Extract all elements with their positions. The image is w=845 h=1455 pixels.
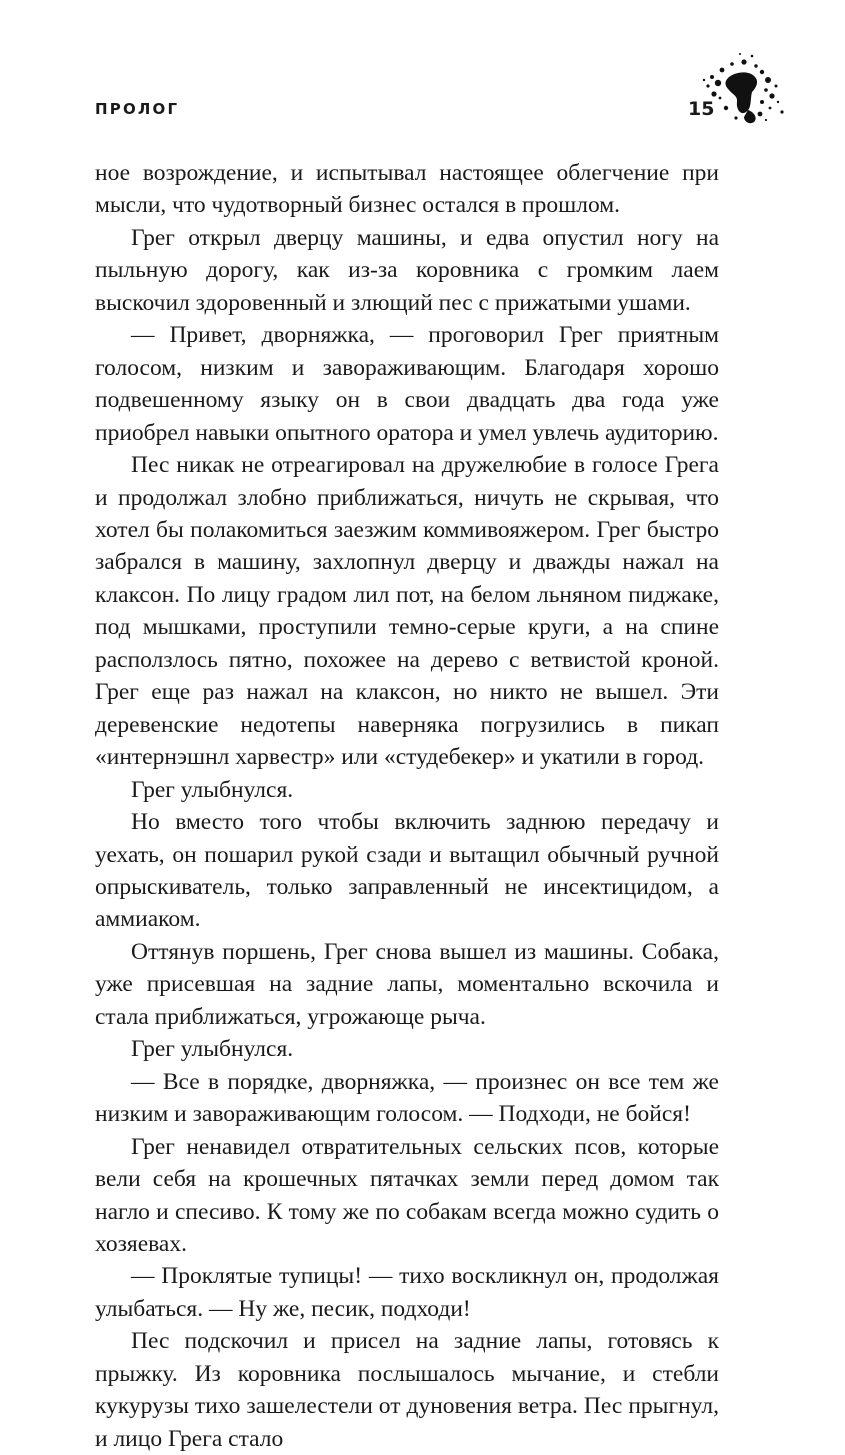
chapter-title: ПРОЛОГ: [95, 100, 180, 118]
body-text: [95, 157, 719, 1455]
paragraph: Грег улыбнулся.: [131, 776, 294, 803]
paragraph: Оттянув поршень, Грег снова вышел из машины. Собака, уже присевшая на задние лапы, моментально вскочила и стала приближаться, угрожающе рыча.: [95, 938, 719, 1030]
paragraph: Но вместо того чтобы включить заднюю передачу и уехать, он пошарил рукой сзади и вытащил обычный ручной опрыскиватель, только заправленный не инсектицидом, а аммиаком.: [95, 809, 719, 933]
paragraph: — Проклятые тупицы! — тихо воскликнул он, продолжая улыбаться. — Ну же, песик, подходи!: [95, 1263, 719, 1322]
paragraph: — Привет, дворняжка, — проговорил Грег приятным голосом, низким и завораживающим. Благодаря хорошо подвешенному языку он в свои двадцать два года уже приобрел навыки опытного оратора и умел увлечь аудиторию.: [95, 322, 719, 446]
paragraph: Грег улыбнулся.: [131, 1036, 294, 1063]
paragraph: Грег открыл дверцу машины, и едва опустил ногу на пыльную дорогу, как из-за коровника с громким лаем выскочил здоровенный и злющий пес с прижатыми ушами.: [95, 224, 719, 316]
paragraph: ное возрождение, и испытывал настоящее облегчение при мысли, что чудотворный бизнес остался в прошлом.: [95, 160, 719, 219]
paragraph: — Все в порядке, дворняжка, — произнес он все тем же низким и завораживающим голосом. — Подходи, не бойся!: [95, 1068, 719, 1128]
page-number: 15: [688, 98, 715, 120]
paragraph: Грег ненавидел отвратительных сельских псов, которые вели себя на крошечных пятачках земли перед домом так нагло и спесиво. К тому же по собакам всегда можно судить о хозяевах.: [95, 1133, 719, 1257]
paragraph: Пес подскочил и присел на задние лапы, готовясь к прыжку. Из коровника послышалось мычание, и стебли кукурузы тихо зашелестели от дуновения ветра. Пес прыгнул, и лицо Грега стало: [95, 1328, 719, 1452]
paragraph: Пес никак не отреагировал на дружелюбие в голосе Грега и продолжал злобно приближаться, ничуть не скрывая, что хотел бы полакомиться заезжим коммивояжером. Грег быстро забрался в машину, захлопнул дверцу и дважды нажал на клаксон. По лицу градом лил пот, на белом льняном пиджаке, под мышками, проступили темно-серые круги, а на спине расползлось пятно, похожее на дерево с ветвистой кроной. Грег еще раз нажал на клаксон, но никто не вышел. Эти деревенские недотепы наверняка погрузились в пикап «интернэшнл харвестр» или «студебекер» и укатили в город.: [95, 452, 719, 771]
